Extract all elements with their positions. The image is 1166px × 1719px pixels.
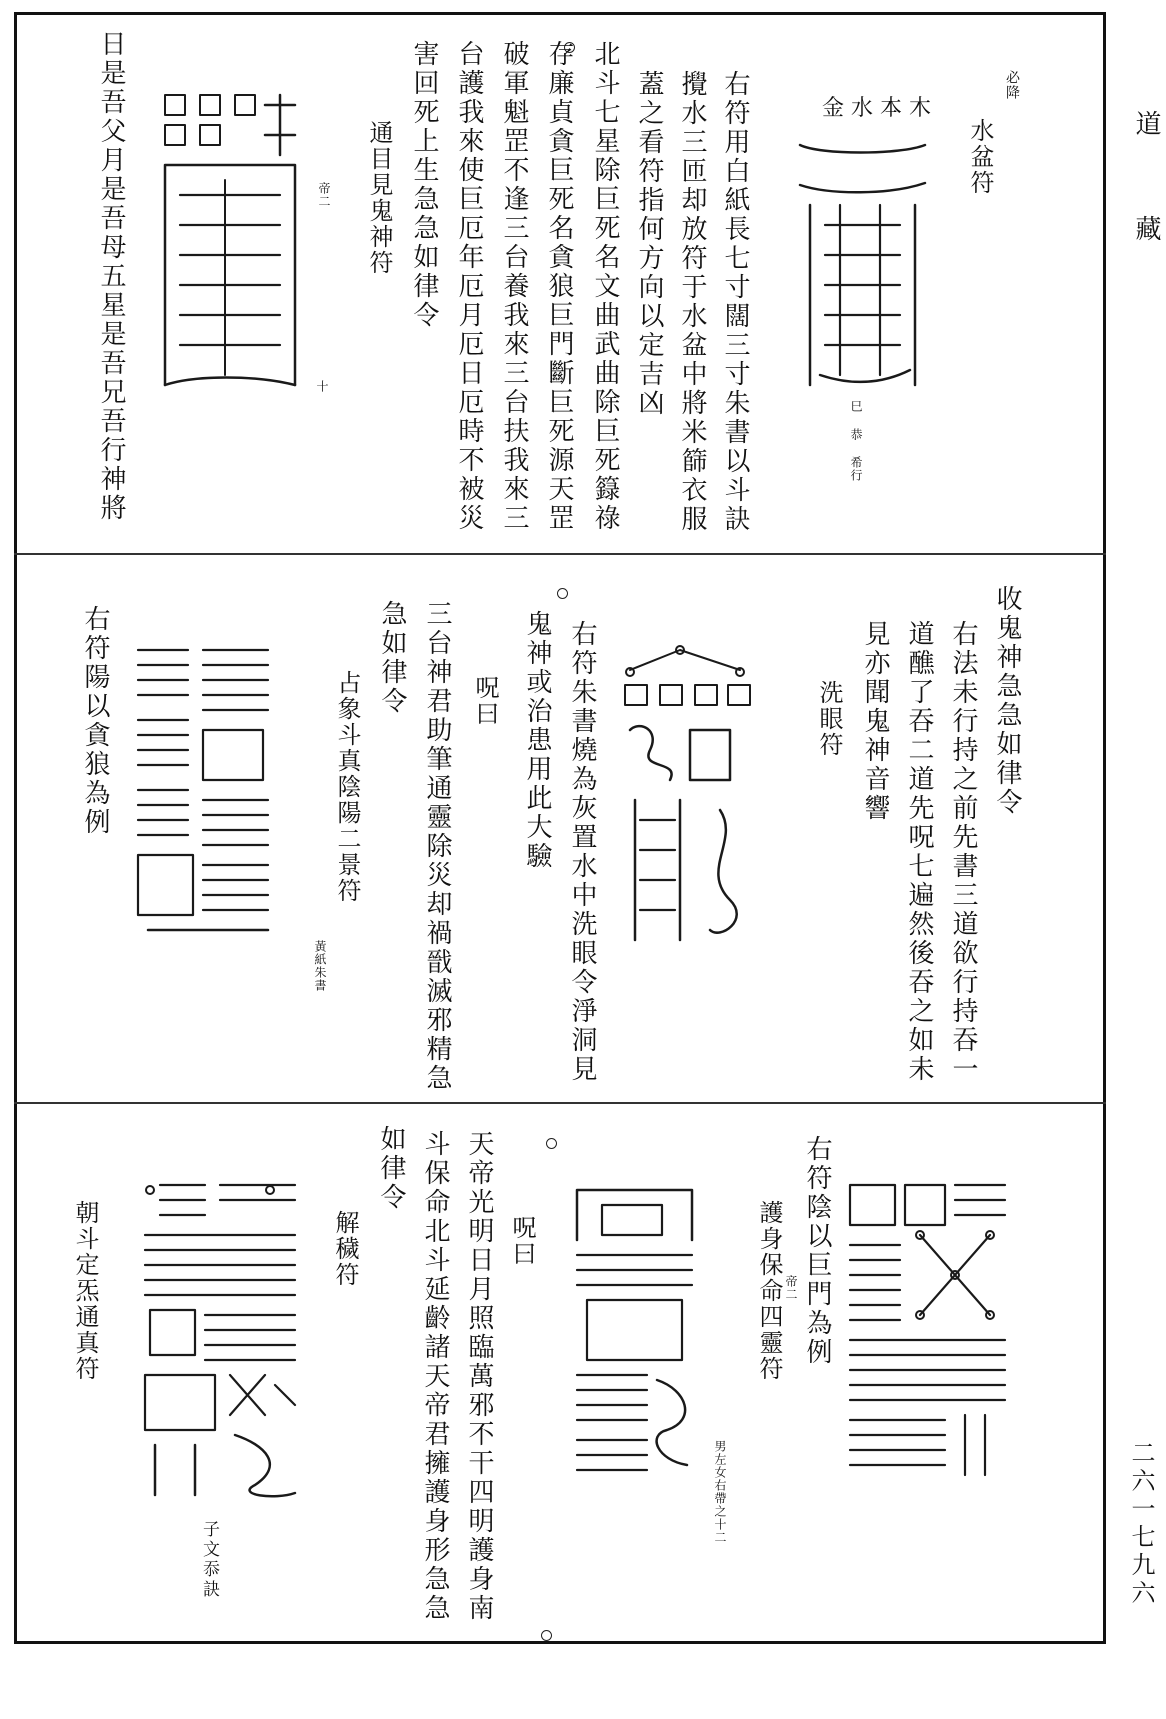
- text-col-1: 收鬼神急急如律令: [992, 585, 1022, 817]
- title-note-right: 男左女右帶之十二: [713, 1440, 727, 1544]
- talisman-four-spirits: [567, 1180, 702, 1490]
- text-col-6: 鬼神或治患用此大驗: [522, 610, 552, 871]
- section-marker-circle: [546, 1138, 557, 1149]
- text-col-3: 天帝光明日月照臨萬邪不干四明護身南: [464, 1130, 494, 1623]
- text-col-2: 右法未行持之前先書三道欲行持吞一: [948, 620, 978, 1084]
- talisman-water-basin: [780, 85, 940, 395]
- text-col-1: 右符陰以巨門為例: [802, 1135, 832, 1367]
- title-purifying: 解穢符: [331, 1210, 359, 1288]
- talisman-annotation: 巳 恭 希行: [849, 400, 863, 482]
- text-col-4: 北斗七星除巨死名文曲武曲除巨死籙祿: [590, 40, 620, 533]
- title-four-spirits: 護身保命四靈符: [755, 1200, 783, 1382]
- title-ghost-seeing: 通目見鬼神符: [365, 120, 393, 276]
- text-col-6: 破軍魁罡不逢三台養我來三台扶我來三: [499, 40, 529, 533]
- talisman-ghost-seeing: [155, 85, 305, 395]
- text-col-9: 急如律令: [377, 600, 407, 716]
- talisman-glyph-text: 金 水 本 木: [822, 96, 931, 121]
- text-col-4: 斗保命北斗延齡諸天帝君擁護身形急急: [420, 1130, 450, 1623]
- page-number: 二六一七九六: [1127, 1440, 1155, 1608]
- incantation-label: 呪曰: [508, 1215, 536, 1267]
- text-col-4: 見亦聞鬼神音響: [860, 620, 890, 823]
- text-col-3: 道醮了吞二道先呪七遍然後吞之如未: [904, 620, 934, 1084]
- title-note: 黃紙朱書: [313, 940, 327, 992]
- talisman-eye-washing: [620, 640, 760, 950]
- margin-header-bottom: 藏: [1131, 215, 1161, 255]
- text-col-3: 蓋之看符指何方向以定吉凶: [634, 70, 664, 418]
- note-top: 必降: [1004, 70, 1020, 100]
- title-water-basin: 水盆符: [966, 118, 994, 196]
- text-col-10: 右符陽以貪狼為例: [80, 605, 110, 837]
- text-col-8: 三台神君助筆通靈除災却禍戩滅邪精急: [422, 600, 452, 1093]
- margin-header-top: 道: [1131, 110, 1161, 150]
- title-note-left: 帝二: [784, 1275, 798, 1301]
- text-col-7: 台護我來使巨厄年厄月厄日厄時不被災: [454, 40, 484, 533]
- title-dipper-worship: 朝斗定炁通真符: [71, 1200, 99, 1382]
- text-col-5: 存廉貞貪巨死名貪狼巨門斷巨死源天罡: [544, 40, 574, 533]
- talisman-yin: [845, 1175, 1010, 1485]
- section-marker-circle: [557, 588, 568, 599]
- text-col-5: 右符朱書燒為灰置水中洗眼令淨洞見: [567, 620, 597, 1084]
- text-col-2: 攪水三匝却放符于水盆中將米篩衣服: [677, 70, 707, 534]
- title-eye-washing: 洗眼符: [815, 680, 843, 758]
- title-two-scenes: 占象斗真陰陽二景符: [333, 670, 361, 904]
- text-col-8: 害回死上生急急如律令: [409, 40, 439, 330]
- incantation-label: 呪曰: [471, 675, 499, 727]
- panel-divider-2: [14, 1102, 1106, 1104]
- talisman-note: 子文忝訣: [199, 1520, 219, 1600]
- panel-divider-1: [14, 553, 1106, 555]
- text-col-9: 日是吾父月是吾母五星是吾兄吾行神將: [96, 30, 126, 523]
- title-note: 帝二: [317, 182, 331, 208]
- text-col-1: 右符用白紙長七寸闊三寸朱書以斗訣: [720, 70, 750, 534]
- text-col-5: 如律令: [376, 1125, 406, 1212]
- talisman-purifying: [135, 1175, 305, 1505]
- talisman-note: 十: [315, 380, 329, 393]
- talisman-yang: [128, 640, 278, 940]
- section-marker-circle: [541, 1630, 552, 1641]
